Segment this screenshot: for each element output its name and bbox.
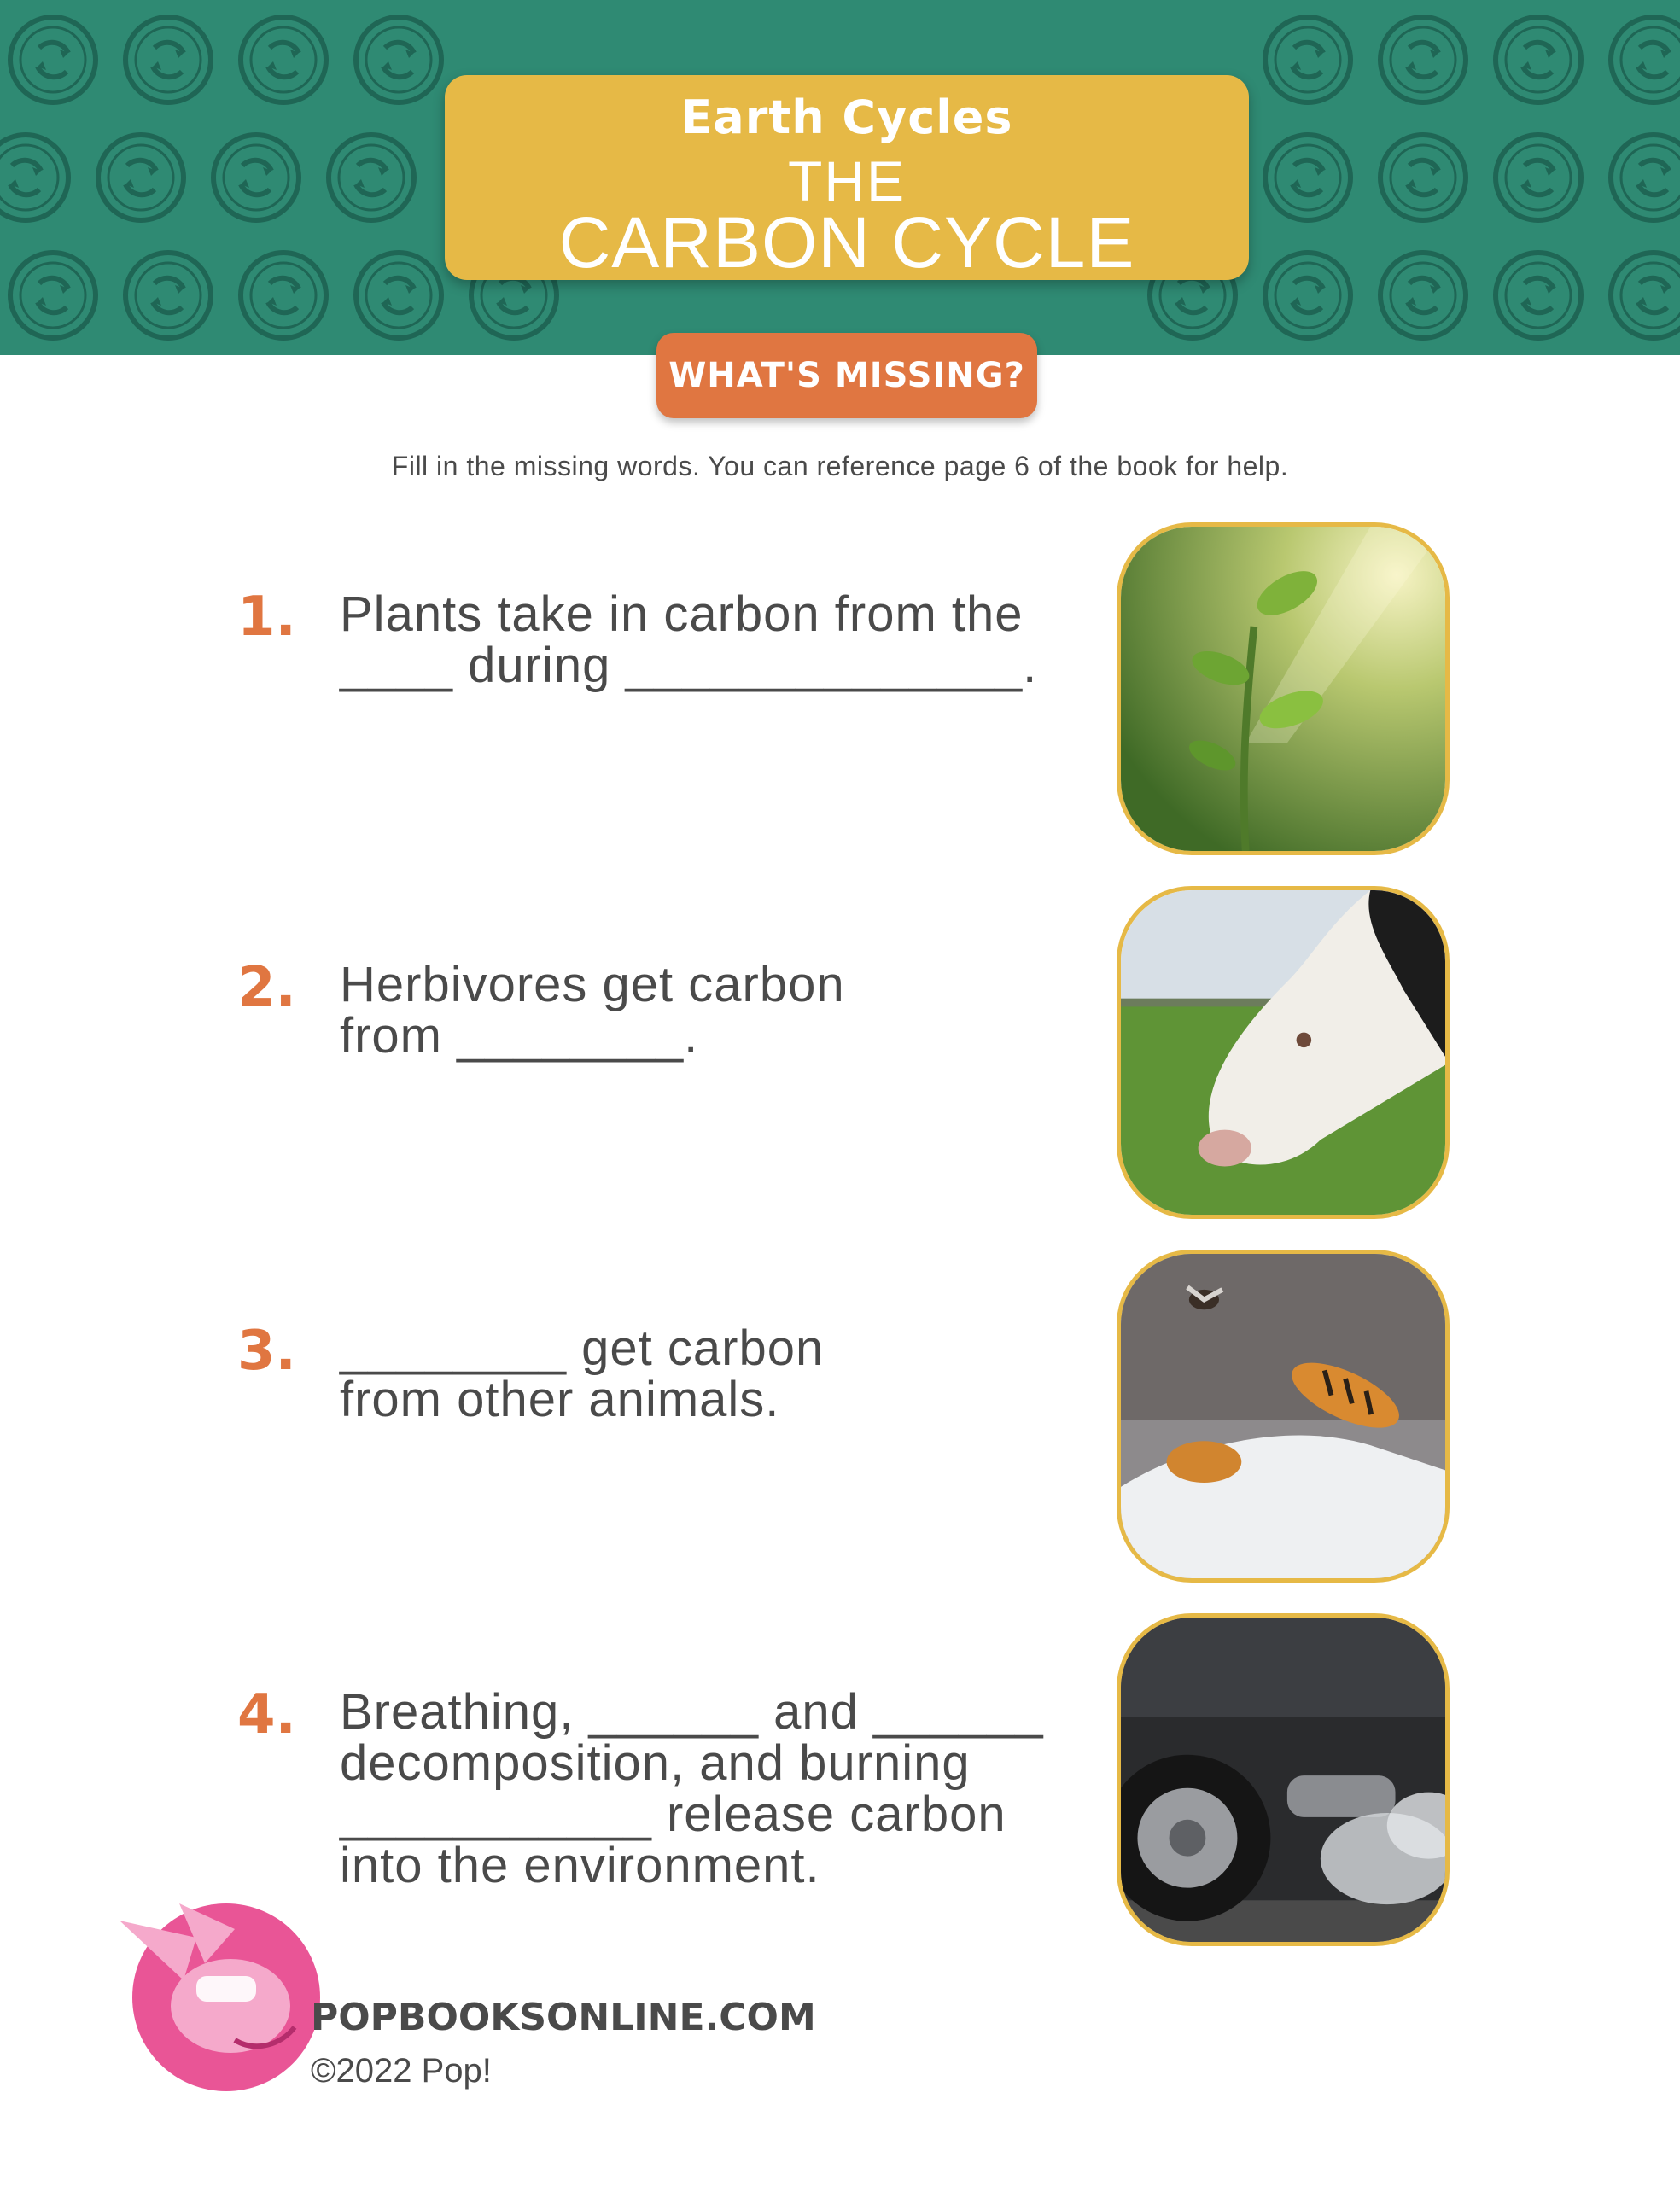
recycle-arrows-icon [10, 253, 96, 338]
question-number: 3. [237, 1320, 296, 1383]
question-line: Plants take in carbon from the [340, 586, 1024, 642]
car-exhaust-photo [1117, 1613, 1450, 1946]
recycle-arrows-icon [1611, 17, 1680, 102]
recycle-arrows-icon [0, 135, 68, 220]
pop-kangaroo-mascot-icon [85, 1869, 324, 2108]
question-text [340, 959, 1091, 1062]
question-line: ____ during ______________. [340, 638, 1038, 693]
page-title-line-2: CARBON CYCLE [558, 202, 1135, 283]
question-line: into the environment. [340, 1838, 820, 1893]
recycle-arrows-icon [1496, 17, 1581, 102]
recycle-arrows-icon [1380, 135, 1466, 220]
recycle-arrows-icon [10, 17, 96, 102]
recycle-arrows-icon [1496, 135, 1581, 220]
recycle-arrows-icon [125, 253, 211, 338]
question-number: 2. [237, 956, 296, 1019]
recycle-arrows-icon [241, 253, 326, 338]
question-line: Breathing, ______ and ______ [340, 1684, 1044, 1740]
recycle-arrows-icon [329, 135, 414, 220]
cow-grazing-photo [1117, 886, 1450, 1219]
question-line: Herbivores get carbon [340, 957, 845, 1012]
activity-badge: WHAT'S MISSING? [656, 333, 1037, 418]
header-band [0, 0, 1680, 355]
instructions: Fill in the missing words. You can reference page 6 of the book for help. [391, 451, 1289, 481]
question-text [340, 1684, 1091, 1893]
question-line: decomposition, and burning [340, 1735, 971, 1791]
recycle-arrows-icon [1611, 135, 1680, 220]
recycle-arrows-icon [1265, 253, 1350, 338]
recycle-arrows-icon [356, 253, 441, 338]
copyright: ©2022 Pop! [311, 2052, 492, 2090]
question-number: 4. [237, 1683, 296, 1746]
recycle-arrows-icon [98, 135, 184, 220]
recycle-arrows-icon [1496, 253, 1581, 338]
series-title: Earth Cycles [680, 90, 1013, 144]
recycle-arrows-icon [213, 135, 299, 220]
question-line: ___________ release carbon [340, 1787, 1006, 1842]
title-panel [445, 75, 1249, 283]
recycle-arrows-icon [1380, 17, 1466, 102]
recycle-arrows-icon [1265, 135, 1350, 220]
seedling-photo [1117, 522, 1450, 855]
recycle-arrows-icon [1611, 253, 1680, 338]
question-line: from other animals. [340, 1372, 780, 1427]
recycle-arrows-icon [356, 17, 441, 102]
tigers-hunting-photo [1117, 1250, 1450, 1583]
page-title-line-1: THE [788, 149, 906, 213]
recycle-arrows-icon [1265, 17, 1350, 102]
question-text [340, 586, 1091, 693]
question-line: from ________. [340, 1008, 699, 1064]
recycle-arrows-icon [241, 17, 326, 102]
question-line: ________ get carbon [340, 1320, 825, 1376]
recycle-arrows-icon [125, 17, 211, 102]
website-link[interactable]: POPBOOKSONLINE.COM [311, 1996, 816, 2039]
recycle-arrows-icon [1380, 253, 1466, 338]
question-text [340, 1320, 1091, 1427]
question-number: 1. [237, 586, 296, 649]
